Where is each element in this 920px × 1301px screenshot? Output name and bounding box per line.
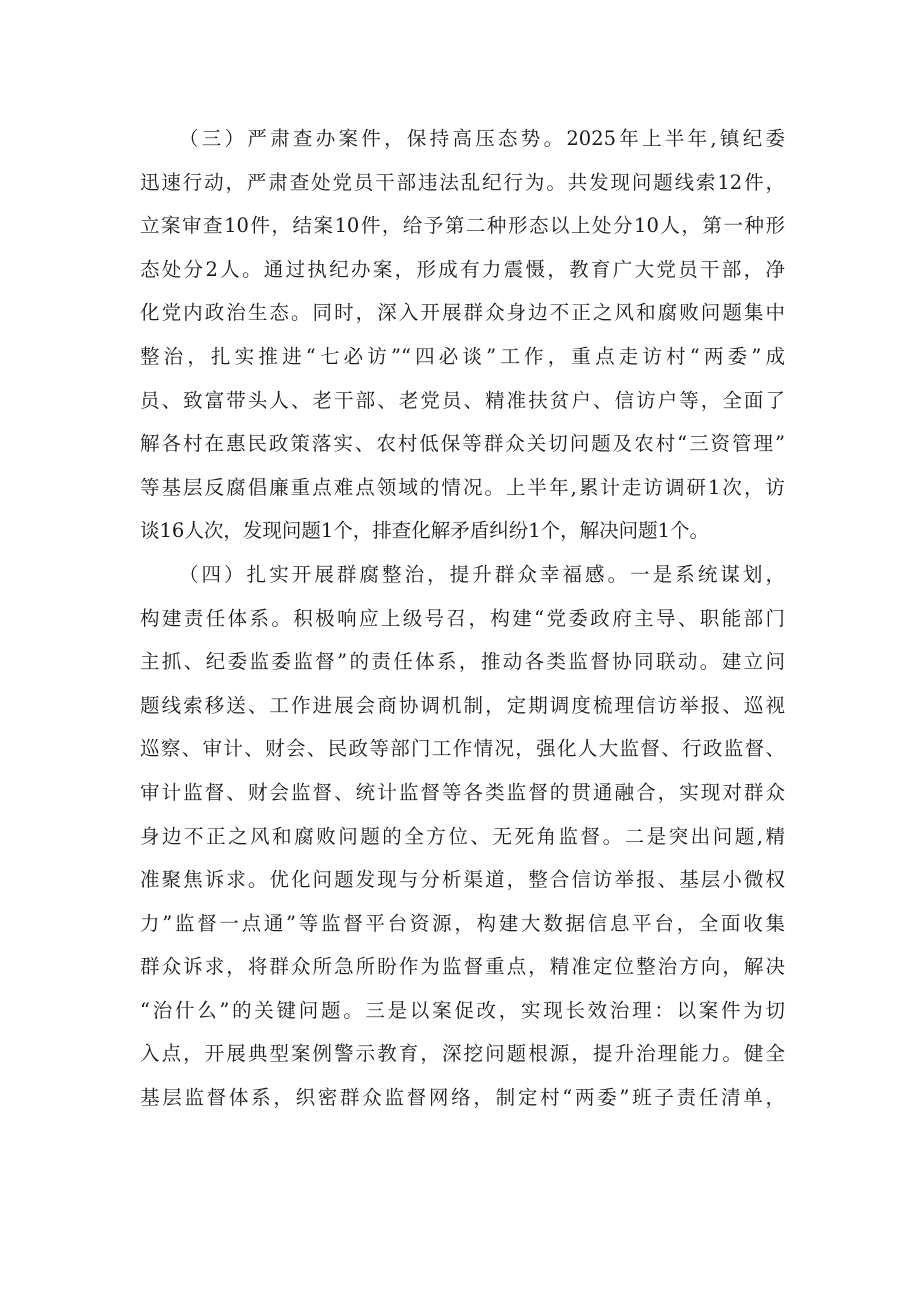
- paragraph-section-3: [140, 117, 785, 553]
- paragraph-line: 化党内政治生态。同时，深入开展群众身边不正之风和腐败问题集中: [140, 301, 785, 325]
- paragraph-line: （四）扎实开展群腐整治，提升群众幸福感。一是系统谋划，: [179, 562, 785, 586]
- paragraph-line: 身边不正之风和腐败问题的全方位、无死角监督。二是突出问题,精: [140, 824, 785, 848]
- paragraph-line: 整治，扎实推进“七必访”“四必谈”工作，重点走访村“两委”成: [140, 344, 785, 368]
- paragraph-line: 准聚焦诉求。优化问题发现与分析渠道，整合信访举报、基层小微权: [140, 868, 785, 892]
- paragraph-line: 立案审查10件，结案10件，给予第二种形态以上处分10人，第一种形: [140, 214, 785, 238]
- paragraph-line: 谈16人次，发现问题1个，排查化解矛盾纠纷1个，解决问题1个。: [140, 519, 710, 543]
- paragraph-line: 员、致富带头人、老干部、老党员、精准扶贫户、信访户等，全面了: [140, 388, 785, 412]
- paragraph-line: 审计监督、财会监督、统计监督等各类监督的贯通融合，实现对群众: [140, 780, 785, 804]
- paragraph-line: 态处分2人。通过执纪办案，形成有力震慑，教育广大党员干部，净: [140, 257, 785, 281]
- paragraph-line: 题线索移送、工作进展会商协调机制，定期调度梳理信访举报、巡视: [140, 693, 785, 717]
- paragraph-line: 解各村在惠民政策落实、农村低保等群众关切问题及农村“三资管理”: [140, 432, 785, 456]
- paragraph-line: 主抓、纪委监委监督”的责任体系，推动各类监督协同联动。建立问: [140, 650, 785, 674]
- paragraph-line: 等基层反腐倡廉重点难点领域的情况。上半年,累计走访调研1次，访: [140, 475, 785, 499]
- paragraph-line: （三）严肃查办案件，保持高压态势。2025年上半年,镇纪委: [179, 127, 785, 150]
- paragraph-line: 群众诉求，将群众所急所盼作为监督重点，精准定位整治方向，解决: [140, 955, 785, 979]
- paragraph-line: “治什么”的关键问题。三是以案促改，实现长效治理：以案件为切: [140, 998, 785, 1022]
- paragraph-line: 巡察、审计、财会、民政等部门工作情况，强化人大监督、行政监督、: [140, 737, 785, 761]
- paragraph-line: 迅速行动，严肃查处党员干部违法乱纪行为。共发现问题线索12件，: [140, 170, 785, 194]
- document-body: [140, 117, 785, 1120]
- paragraph-line: 力”监督一点通”等监督平台资源，构建大数据信息平台，全面收集: [140, 911, 785, 935]
- paragraph-line: 构建责任体系。积极响应上级号召，构建“党委政府主导、职能部门: [140, 606, 785, 630]
- paragraph-section-4: [140, 553, 785, 1120]
- paragraph-line: 基层监督体系，织密群众监督网络，制定村“两委”班子责任清单，: [140, 1086, 785, 1110]
- paragraph-line: 入点，开展典型案例警示教育，深挖问题根源，提升治理能力。健全: [140, 1042, 785, 1066]
